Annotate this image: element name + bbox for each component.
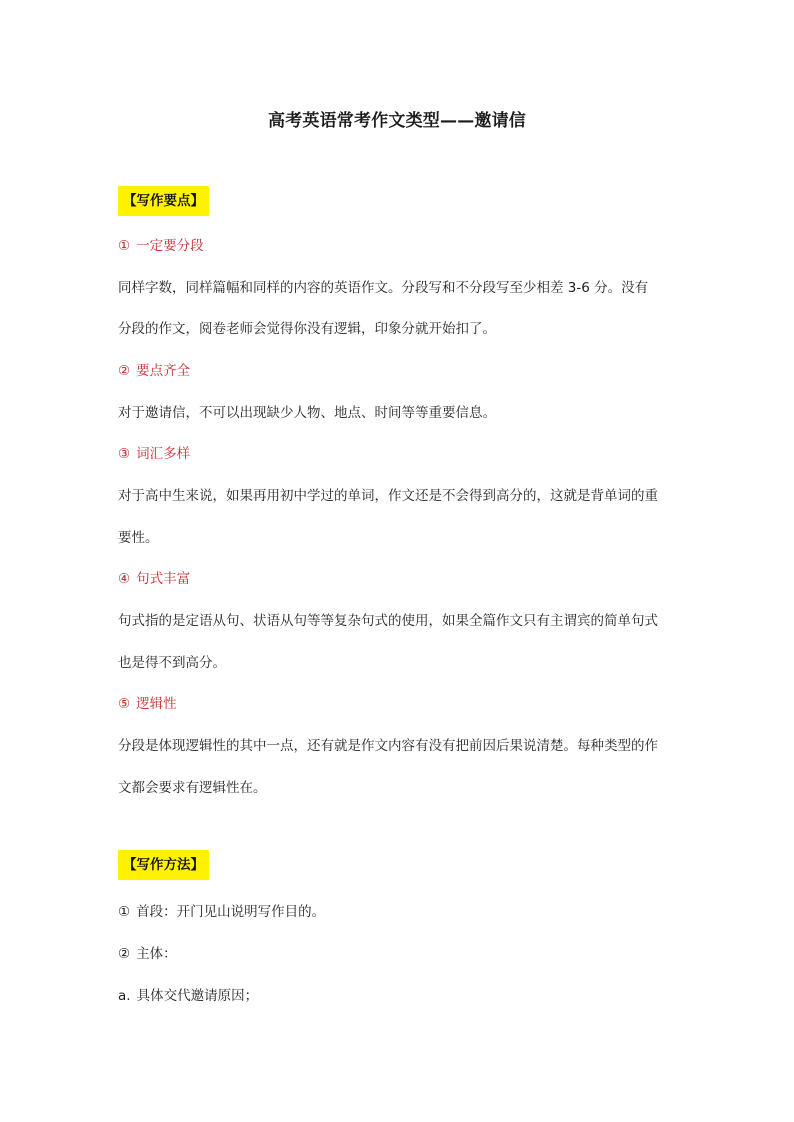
point-number-1: ① <box>118 238 131 254</box>
method-item-2 <box>118 942 177 962</box>
point-number-5: ⑤ <box>118 696 131 712</box>
point-heading-5 <box>118 692 177 712</box>
method-number-1: ① <box>118 904 131 920</box>
document-title: 高考英语常考作文类型——邀请信 <box>268 111 526 131</box>
point-number-4: ④ <box>118 571 131 587</box>
point-4-line-2: 也是得不到高分。 <box>118 655 226 671</box>
method-item-1 <box>118 900 325 920</box>
point-4-line-1: 句式指的是定语从句、状语从句等等复杂句式的使用，如果全篇作文只有主谓宾的简单句式 <box>118 613 658 629</box>
point-2-line-1: 对于邀请信，不可以出现缺少人物、地点、时间等等重要信息。 <box>118 405 496 421</box>
point-3-line-2: 要性。 <box>118 530 159 546</box>
point-heading-2 <box>118 359 190 379</box>
point-label-3: 词汇多样 <box>136 446 191 462</box>
point-3-line-1: 对于高中生来说，如果再用初中学过的单词，作文还是不会得到高分的，这就是背单词的重 <box>118 488 658 504</box>
method-item-3 <box>118 984 258 1004</box>
point-number-2: ② <box>118 363 131 379</box>
point-number-3: ③ <box>118 446 131 462</box>
method-number-2: ② <box>118 946 131 962</box>
point-5-line-1: 分段是体现逻辑性的其中一点，还有就是作文内容有没有把前因后果说清楚。每种类型的作 <box>118 738 658 754</box>
writing-points-heading: 【写作要点】 <box>118 186 209 216</box>
method-text-2: 主体： <box>136 946 177 962</box>
method-text-3: 具体交代邀请原因； <box>136 988 259 1004</box>
point-label-2: 要点齐全 <box>136 363 191 379</box>
method-text-1: 首段：开门见山说明写作目的。 <box>136 904 326 920</box>
point-heading-3 <box>118 442 190 462</box>
writing-methods-heading: 【写作方法】 <box>118 850 209 880</box>
point-heading-1 <box>118 234 204 254</box>
point-label-5: 逻辑性 <box>136 696 177 712</box>
point-1-line-2: 分段的作文，阅卷老师会觉得你没有逻辑，印象分就开始扣了。 <box>118 321 496 337</box>
point-label-1: 一定要分段 <box>136 238 204 254</box>
point-1-line-1: 同样字数，同样篇幅和同样的内容的英语作文。分段写和不分段写至少相差 3-6 分。没有 <box>118 280 649 296</box>
point-heading-4 <box>118 567 190 587</box>
method-number-3: a. <box>118 988 131 1004</box>
point-5-line-2: 文都会要求有逻辑性在。 <box>118 780 267 796</box>
point-label-4: 句式丰富 <box>136 571 191 587</box>
